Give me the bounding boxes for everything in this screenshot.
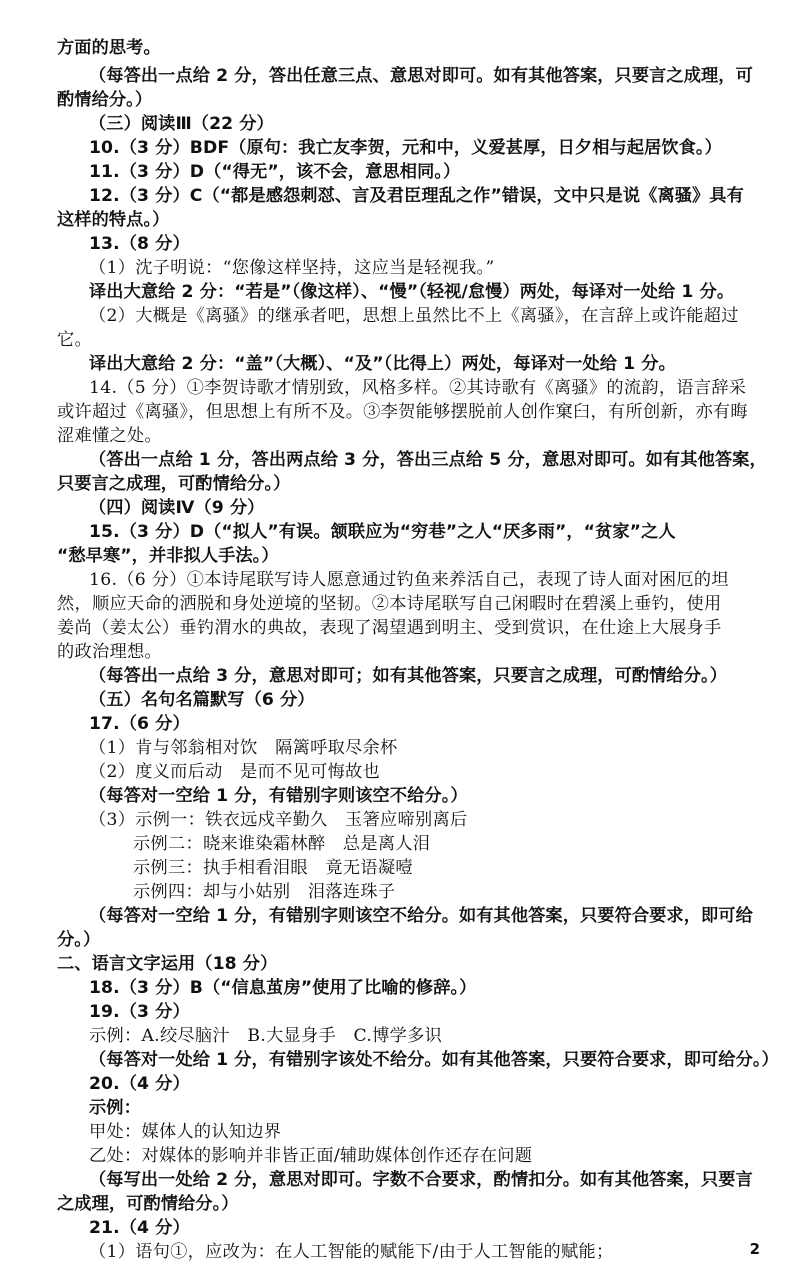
text-line: 示例二：晓来谁染霜林醉 总是离人泪 <box>133 834 431 854</box>
text-line: 15.（3 分）D（“拟人”有误。颔联应为“穷巷”之人“厌多雨”，“贫家”之人 <box>89 522 676 542</box>
text-line: （每答出一点给 3 分，意思对即可；如有其他答案，只要言之成理，可酌情给分。） <box>89 666 727 686</box>
text-line: 涩难懂之处。 <box>57 426 162 446</box>
text-line: 或许超过《离骚》，但思想上有所不及。③李贺能够摆脱前人创作窠臼，有所创新，亦有晦 <box>57 402 748 422</box>
section-heading: （四）阅读Ⅳ（9 分） <box>89 498 265 518</box>
text-line: 之成理，可酌情给分。） <box>57 1194 239 1214</box>
text-line: 这样的特点。） <box>57 210 170 230</box>
text-line: （每写出一处给 2 分，意思对即可。字数不合要求，酌情扣分。如有其他答案，只要言 <box>89 1170 753 1190</box>
text-line: （答出一点给 1 分，答出两点给 3 分，答出三点给 5 分，意思对即可。如有其他答案， <box>89 450 767 470</box>
text-line: 只要言之成理，可酌情给分。） <box>57 474 291 494</box>
text-line: 的政治理想。 <box>57 642 162 662</box>
text-line: （2）大概是《离骚》的继承者吧，思想上虽然比不上《离骚》，在言辞上或许能超过 <box>89 306 739 326</box>
text-line: 20.（4 分） <box>89 1074 190 1094</box>
text-line: 14.（5 分）①李贺诗歌才情别致，风格多样。②其诗歌有《离骚》的流韵，语言辞采 <box>89 378 747 398</box>
text-line: （1）肯与邻翁相对饮 隔篱呼取尽余杯 <box>89 738 398 758</box>
text-line: （1）沈子明说：“您像这样坚持，这应当是轻视我。” <box>89 258 495 278</box>
text-line: 它。 <box>57 330 92 350</box>
text-line: 示例四：却与小姑别 泪落连珠子 <box>133 882 396 902</box>
page-number: 2 <box>749 1240 760 1258</box>
text-line: 示例：A.绞尽脑汁 B.大显身手 C.博学多识 <box>89 1026 443 1046</box>
text-line: 分。） <box>57 930 101 950</box>
text-line: （1）语句①，应改为：在人工智能的赋能下/由于人工智能的赋能； <box>89 1242 614 1262</box>
text-line: （3）示例一：铁衣远戍辛勤久 玉箸应啼别离后 <box>89 810 468 830</box>
text-line: “愁早寒”，并非拟人手法。） <box>57 546 279 566</box>
text-line: （每答对一处给 1 分，有错别字该处不给分。如有其他答案，只要符合要求，即可给分。） <box>89 1050 779 1070</box>
text-line: 示例： <box>89 1098 141 1118</box>
text-line: 10.（3 分）BDF（原句：我亡友李贺，元和中，义爱甚厚，日夕相与起居饮食。） <box>89 138 722 158</box>
text-line: （每答对一空给 1 分，有错别字则该空不给分。如有其他答案，只要符合要求，即可给 <box>89 906 753 926</box>
text-line: 19.（3 分） <box>89 1002 190 1022</box>
text-line: 然，顺应天命的洒脱和身处逆境的坚韧。②本诗尾联写自己闲暇时在碧溪上垂钓，使用 <box>57 594 722 614</box>
text-line: 16.（6 分）①本诗尾联写诗人愿意通过钓鱼来养活自己，表现了诗人面对困厄的坦 <box>89 570 729 590</box>
text-line: 21.（4 分） <box>89 1218 190 1238</box>
text-line: 11.（3 分）D（“得无”，该不会，意思相同。） <box>89 162 461 182</box>
text-line: 方面的思考。 <box>57 38 161 58</box>
text-line: 13.（8 分） <box>89 234 190 254</box>
text-line: 17.（6 分） <box>89 714 190 734</box>
text-line: 译出大意给 2 分：“盖”（大概）、“及”（比得上）两处，每译对一处给 1 分。 <box>89 354 676 374</box>
text-line: 乙处：对媒体的影响并非皆正面/辅助媒体创作还存在问题 <box>89 1146 533 1166</box>
text-line: 甲处：媒体人的认知边界 <box>89 1122 282 1142</box>
text-line: 酌情给分。） <box>57 90 153 110</box>
text-line: 12.（3 分）C（“都是感怨刺怼、言及君臣理乱之作”错误，文中只是说《离骚》具有 <box>89 186 744 206</box>
text-line: 译出大意给 2 分：“若是”（像这样）、“慢”（轻视/怠慢）两处，每译对一处给 1 分。 <box>89 282 735 302</box>
text-line: （每答出一点给 2 分，答出任意三点、意思对即可。如有其他答案，只要言之成理，可 <box>89 66 753 86</box>
text-line: （2）度义而后动 是而不见可悔故也 <box>89 762 381 782</box>
section-heading: 二、语言文字运用（18 分） <box>57 954 278 974</box>
text-line: 姜尚（姜太公）垂钓渭水的典故，表现了渴望遇到明主、受到赏识，在仕途上大展身手 <box>57 618 722 638</box>
text-line: 示例三：执手相看泪眼 竟无语凝噎 <box>133 858 413 878</box>
text-line: 18.（3 分）B（“信息茧房”使用了比喻的修辞。） <box>89 978 477 998</box>
section-heading: （三）阅读Ⅲ（22 分） <box>89 114 274 134</box>
text-line: （每答对一空给 1 分，有错别字则该空不给分。） <box>89 786 468 806</box>
section-heading: （五）名句名篇默写（6 分） <box>89 690 315 710</box>
